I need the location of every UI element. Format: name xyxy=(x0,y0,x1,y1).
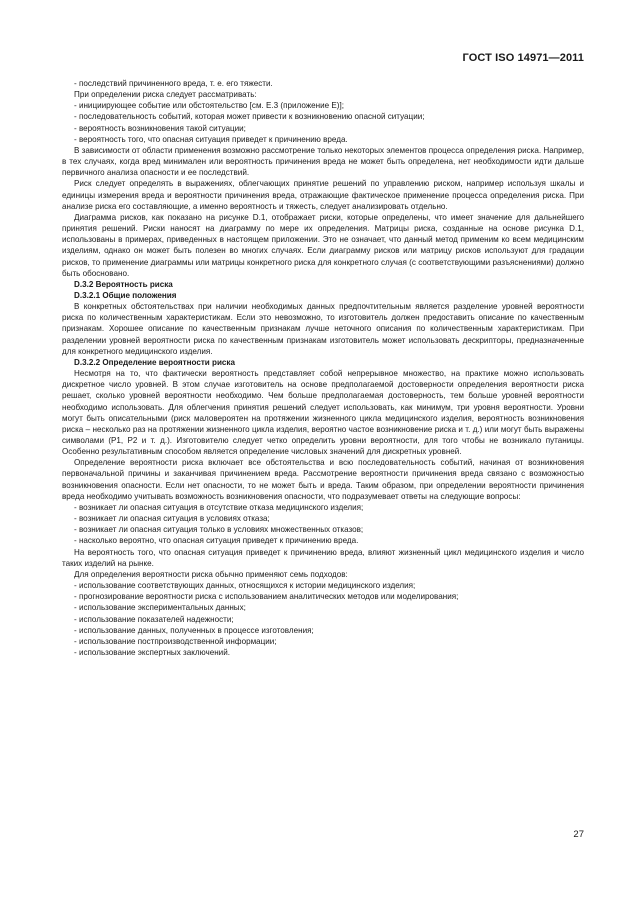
paragraph: При определении риска следует рассматривать: xyxy=(74,90,257,100)
paragraph: Для определения вероятности риска обычно применяют семь подходов: xyxy=(74,569,348,579)
list-item: - использование соответствующих данных, относящихся к истории медицинского изделия; xyxy=(74,581,416,591)
paragraph: В конкретных обстоятельствах при наличии необходимых данных предпочтительным является разделение уровней вероятности риска по количественным характеристикам. Если это невозможно, то изготовитель должен предоставить описание по качественным признакам. Хорошее описание по качественным признакам лучше неточного описания по количественным характеристикам. При разделении уровней вероятности риска по качественным признакам изготовитель может использовать дескрипторы, предназначенные для конкретного медицинского изделия. xyxy=(62,302,584,356)
list-item: - использование экспериментальных данных; xyxy=(74,603,246,613)
list-item: - насколько вероятно, что опасная ситуация приведет к причинению вреда. xyxy=(74,536,359,546)
paragraph: Несмотря на то, что фактически вероятность представляет собой непрерывное множество, на практике можно использовать дискретное число уровней. В этом случае изготовитель на основе предполагаемой достоверности определения вероятности риска решает, сколько уровней вероятности необходимо. Чем больше предполагаемая достоверность, тем больше уровней вероятности необходимо использовать. Для облегчения принятия решений следует использовать, как минимум, три уровня вероятности. Уровни могут быть описательными (риск маловероятен на протяжении жизненного цикла медицинского изделия, вероятность возникновения риска – несколько раз на протяжении жизненного цикла изделия, вероятно частое возникновение риска и т. д.) или могут быть выражены символами (P1, P2 и т. д.). Изготовителю следует четко определить уровни вероятности, для того чтобы не возникало путаницы. Особенно результативным способом является определение числовых значений для дискретных уровней. xyxy=(62,369,584,457)
list-item: - возникает ли опасная ситуация в отсутствие отказа медицинского изделия; xyxy=(74,502,364,512)
subsection-heading: D.3.2.1 Общие положения xyxy=(74,290,177,300)
list-item: - использование постпроизводственной информации; xyxy=(74,636,277,646)
list-item: - вероятность возникновения такой ситуации; xyxy=(74,123,246,133)
section-heading: D.3.2 Вероятность риска xyxy=(74,279,173,289)
list-item: - возникает ли опасная ситуация в условиях отказа; xyxy=(74,514,270,524)
list-item: - возникает ли опасная ситуация только в условиях множественных отказов; xyxy=(74,525,364,535)
paragraph: Диаграмма рисков, как показано на рисунке D.1, отображает риски, которые определены, что имеет значение для дальнейшего принятия решений. Риски наносят на диаграмму по мере их определения. Матрицы риска, созданные на основе рисунка D.1, использованы в примерах, приведенных в настоящем приложении. Это не означает, что данный метод применим ко всем медицинским изделиям, однако он может быть полезен во многих случаях. Если диаграмму рисков или матрицу рисков используют для градации рисков, то применение диаграммы или матрицы конкретного риска для конкретного случая (с соответствующими разъяснениями) должно быть обосновано. xyxy=(62,212,584,278)
paragraph: В зависимости от области применения возможно рассмотрение только некоторых элементов процесса определения риска. Например, в тех случаях, когда вред минимален или вероятность причинения вреда не может быть определена, нет необходимости идти дальше первичного анализа опасности и ее последствий. xyxy=(62,145,584,178)
list-item: - использование показателей надежности; xyxy=(74,614,234,624)
list-item: - инициирующее событие или обстоятельство [см. Е.3 (приложение Е)]; xyxy=(74,101,344,111)
standard-header: ГОСТ ISO 14971—2011 xyxy=(462,52,584,64)
subsection-heading: D.3.2.2 Определение вероятности риска xyxy=(74,357,235,367)
list-item: - последствий причиненного вреда, т. е. его тяжести. xyxy=(74,79,273,88)
paragraph: На вероятность того, что опасная ситуация приведет к причинению вреда, влияют жизненный цикл медицинского изделия и число таких изделий на рынке. xyxy=(62,547,584,568)
list-item: - использование экспертных заключений. xyxy=(74,647,230,657)
list-item: - вероятность того, что опасная ситуация приведет к причинению вреда. xyxy=(74,134,348,144)
list-item: - использование данных, полученных в процессе изготовления; xyxy=(74,625,314,635)
page-number: 27 xyxy=(573,829,584,840)
list-item: - прогнозирование вероятности риска с использованием аналитических методов или моделирования; xyxy=(74,592,459,602)
paragraph: Риск следует определять в выражениях, облегчающих принятие решений по управлению риском, например используя шкалы и единицы измерения вреда и вероятности причинения вреда, отражающие фактическое применение процесса определения риска. При анализе риска его составляющие, а именно вероятность и тяжесть, следует анализировать отдельно. xyxy=(62,179,584,211)
page-body xyxy=(62,78,584,658)
paragraph: Определение вероятности риска включает все обстоятельства и всю последовательность событий, начиная от возникновения первоначальной причины и заканчивая причинением вреда. Рассмотрение вероятности причинения вреда связано с возможностью возникновения опасности. Если нет опасности, то не может быть и вреда. Таким образом, при определении вероятности причинения вреда необходимо учитывать возможность возникновения опасности, что подразумевает ответы на следующие вопросы: xyxy=(62,458,584,501)
list-item: - последовательность событий, которая может привести к возникновению опасной ситуации; xyxy=(74,112,425,122)
